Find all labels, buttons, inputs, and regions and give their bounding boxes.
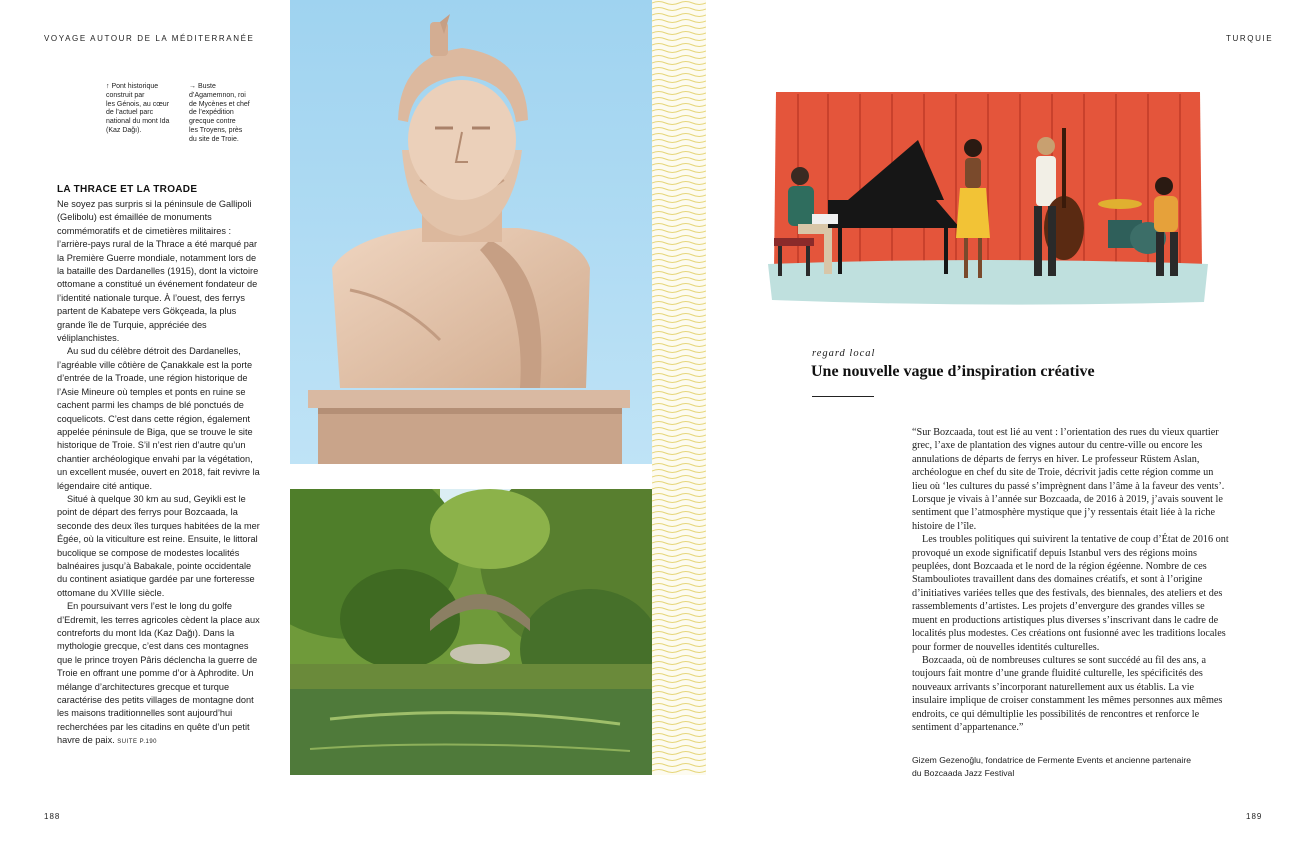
- continued-mark: SUITE P.190: [117, 739, 158, 746]
- left-paragraph-text: En poursuivant vers l’est le long du golfe d’Edremit, les terres agricoles cèdent la place aux contreforts du mont Ida (Kaz Dağı). Dans la mythologie grecque, c’est dans ces montagnes que le prince troyen Pâris déclencha la guerre de Troie en offrant une pomme d’or à Aphrodite. Un mélange d’architectures grecque et turque caractérise des petits villages de montagne dont les maisons traditionnelles sont aujourd’hui recherchées par les citadins en quête d’un petit havre de paix.: [57, 601, 260, 746]
- right-article-body: [912, 426, 1230, 734]
- left-paragraph: [57, 600, 262, 749]
- headline: Une nouvelle vague d’inspiration créative: [811, 363, 1095, 380]
- left-paragraph: Ne soyez pas surpris si la péninsule de Gallipoli (Gelibolu) est émaillée de monuments commémoratifs et de cimetières militaires : l’arrière-pays rural de la Thrace a été marqué par la Première Guerre mondiale, notamment lors de la bataille des Dardanelles (1915), dont la victoire ottomane a constitué un événement fondateur de l’identité nationale turque. À l’ouest, des ferrys partent de Kabatepe vers Gökçeada, la plus grande île de Turquie, appréciée des véliplanchistes.: [57, 199, 259, 344]
- left-article-body: [57, 198, 262, 750]
- decorative-wave-strip: [652, 0, 706, 775]
- page-number-left: 188: [44, 812, 61, 821]
- headline-rule: [812, 396, 874, 397]
- bridge-photo: [290, 489, 652, 775]
- running-head-left: VOYAGE AUTOUR DE LA MÉDITERRANÉE: [44, 34, 255, 43]
- caption-bust: → Buste d’Agamemnon, roi de Mycènes et chef de l’expédition grecque contre les Troyens, près du site de Troie.: [189, 83, 250, 143]
- left-paragraph: Au sud du célèbre détroit des Dardanelles, l’agréable ville côtière de Çanakkale est la porte d’entrée de la Troade, une région historique de l’Asie Mineure où temples et ponts en ruine se cachent parmi les champs de blé ponctués de coquelicots. C’est dans cette région, également appelée péninsule de Biga, que se trouve le site historique de Troie. S’il n’est rien d’autre qu’un chantier archéologique envahi par la végétation, un excellent musée, ouvert en 2018, fait revivre la légendaire cité antique.: [57, 346, 260, 491]
- kicker: regard local: [812, 348, 876, 359]
- quote-attribution: Gizem Gezenoğlu, fondatrice de Fermente Events et ancienne partenaire du Bozcaada Jazz Festival: [912, 755, 1191, 778]
- running-head-right: TURQUIE: [1226, 34, 1274, 43]
- jazz-band-illustration: [768, 88, 1208, 306]
- genoese-bridge-image: [290, 489, 652, 775]
- left-paragraph: Situé à quelque 30 km au sud, Geyikli est le point de départ des ferrys pour Bozcaada, la seconde des deux îles turques habitées de la mer Égée, où la viticulture est reine. Ensuite, le littoral bucolique se compose de modestes localités balnéaires jusqu’à Babakale, pointe occidentale du continent asiatique gardée par une forteresse ottomane du XVIIIe siècle.: [57, 493, 260, 598]
- jazz-illustration-image: [768, 88, 1208, 306]
- right-paragraph: Bozcaada, où de nombreuses cultures se sont succédé au fil des ans, a toujours fait montre d’une grande fluidité culturelle, les spécificités des nouveaux arrivants s’incorporant naturellement aux us établis. La vie insulaire implique de croiser constamment les mêmes personnes aux mêmes endroits, ce qui démultiplie les possibilités de rencontres et renforce le sentiment d’appartenance.”: [912, 654, 1223, 733]
- bust-photo: [290, 0, 652, 464]
- page-number-right: 189: [1246, 812, 1263, 821]
- agamemnon-bust-image: [290, 0, 652, 464]
- wave-pattern: [652, 0, 706, 775]
- section-title: LA THRACE ET LA TROADE: [57, 184, 198, 195]
- right-paragraph: “Sur Bozcaada, tout est lié au vent : l’orientation des rues du vieux quartier grec, l’axe de plantation des vignes autour du centre-ville ou encore les annulations de départs de ferrys en hiver. Le professeur Rüstem Aslan, archéologue en chef du site de Troie, décrivit jadis cette région comme un lieu où ‘les cultures du passé s’imprègnent dans l’âme à la faveur des vents’. Lorsque je vivais à l’année sur Bozcaada, de 2016 à 2019, j’avais souvent le sentiment que l’atmosphère mystique que j’y ressentais était liée à la riche histoire de l’île.: [912, 427, 1225, 532]
- caption-bridge: ↑ Pont historique construit par les Génois, au cœur de l’actuel parc national du mont Ida (Kaz Dağı).: [106, 83, 170, 134]
- right-paragraph: Les troubles politiques qui suivirent la tentative de coup d’État de 2016 ont provoqué un exode significatif depuis Istanbul vers des régions moins peuplées, dont Bozcaada et le nord de la région égéenne. Nombre de ces Stambouliotes travaillent dans des domaines créatifs, et sont à l’origine d’initiatives variées telles que des festivals, des biennales, des ateliers et des rassemblements d’artistes. Les projets d’envergure des grandes villes se muent en productions artistiques plus diverses s’inscrivant dans le cadre de localités plus modestes. Ces créations ont fusionné avec les traditions locales pour former de nouvelles identités culturelles.: [912, 534, 1229, 653]
